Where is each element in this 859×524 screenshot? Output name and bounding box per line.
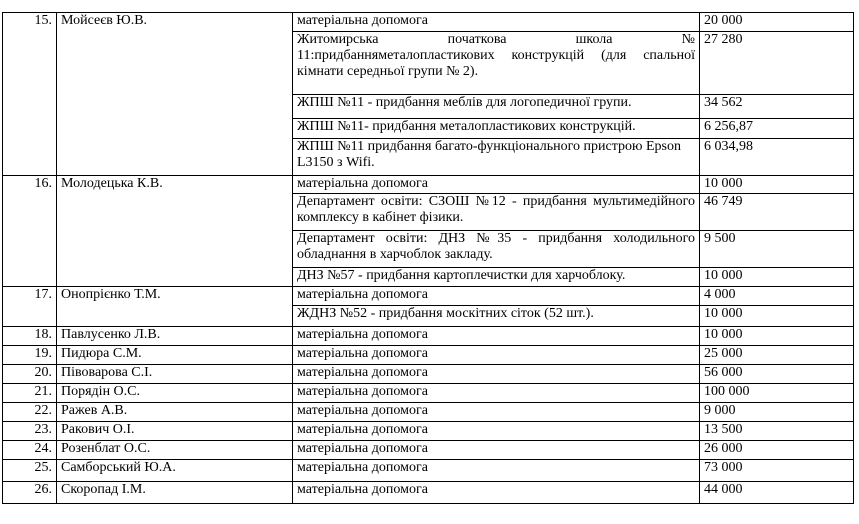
person-name: Порядін О.С. bbox=[57, 384, 293, 403]
purpose-cell: ЖПШ №11 придбання багато-функціонального пристрою Epson L3150 з Wifi. bbox=[293, 139, 700, 176]
amount-cell: 10 000 bbox=[700, 268, 854, 287]
table-row bbox=[3, 346, 854, 365]
person-name: Розенблат О.С. bbox=[57, 441, 293, 460]
purpose-cell: матеріальна допомога bbox=[293, 482, 700, 504]
table-row bbox=[3, 287, 854, 306]
amount-cell: 10 000 bbox=[700, 327, 854, 346]
person-name: Молодецька К.В. bbox=[57, 176, 293, 287]
amount-cell: 34 562 bbox=[700, 95, 854, 119]
purpose-cell: матеріальна допомога bbox=[293, 460, 700, 482]
table-row bbox=[3, 384, 854, 403]
table-row bbox=[3, 327, 854, 346]
row-number: 26. bbox=[3, 482, 57, 504]
purpose-cell: матеріальна допомога bbox=[293, 327, 700, 346]
table-body bbox=[3, 13, 854, 504]
purpose-cell: матеріальна допомога bbox=[293, 176, 700, 194]
person-name: Онопрієнко Т.М. bbox=[57, 287, 293, 327]
row-number: 19. bbox=[3, 346, 57, 365]
amount-cell: 44 000 bbox=[700, 482, 854, 504]
amount-cell: 9 000 bbox=[700, 403, 854, 422]
person-name: Павлусенко Л.В. bbox=[57, 327, 293, 346]
amount-cell: 20 000 bbox=[700, 13, 854, 32]
purpose-cell: матеріальна допомога bbox=[293, 422, 700, 441]
amount-cell: 13 500 bbox=[700, 422, 854, 441]
amount-cell: 4 000 bbox=[700, 287, 854, 306]
purpose-cell: ЖПШ №11 - придбання меблів для логопедичної групи. bbox=[293, 95, 700, 119]
table-row bbox=[3, 482, 854, 504]
amount-cell: 25 000 bbox=[700, 346, 854, 365]
purpose-cell: матеріальна допомога bbox=[293, 287, 700, 306]
table-row bbox=[3, 403, 854, 422]
row-number: 15. bbox=[3, 13, 57, 176]
amount-cell: 9 500 bbox=[700, 231, 854, 268]
row-number: 17. bbox=[3, 287, 57, 327]
purpose-cell: Житомирська початкова школа № 11:придбанняметалопластикових конструкцій (для спальної кімнати середньої групи № 2). bbox=[293, 32, 700, 95]
amount-cell: 26 000 bbox=[700, 441, 854, 460]
table-row bbox=[3, 460, 854, 482]
amount-cell: 6 034,98 bbox=[700, 139, 854, 176]
table-row bbox=[3, 365, 854, 384]
amount-cell: 73 000 bbox=[700, 460, 854, 482]
amount-cell: 56 000 bbox=[700, 365, 854, 384]
person-name: Ракович О.І. bbox=[57, 422, 293, 441]
person-name: Ражев А.В. bbox=[57, 403, 293, 422]
row-number: 25. bbox=[3, 460, 57, 482]
row-number: 24. bbox=[3, 441, 57, 460]
purpose-cell: Департамент освіти: СЗОШ №12 - придбання мультимедійного комплексу в кабінет фізики. bbox=[293, 194, 700, 231]
purpose-cell: матеріальна допомога bbox=[293, 365, 700, 384]
amount-cell: 10 000 bbox=[700, 176, 854, 194]
table-row bbox=[3, 441, 854, 460]
person-name: Мойсеєв Ю.В. bbox=[57, 13, 293, 176]
purpose-cell: матеріальна допомога bbox=[293, 346, 700, 365]
purpose-cell: ЖДНЗ №52 - придбання москітних сіток (52 шт.). bbox=[293, 306, 700, 327]
row-number: 21. bbox=[3, 384, 57, 403]
purpose-cell: ЖПШ №11- придбання металопластикових конструкцій. bbox=[293, 119, 700, 139]
row-number: 23. bbox=[3, 422, 57, 441]
person-name: Самборський Ю.А. bbox=[57, 460, 293, 482]
person-name: Скоропад І.М. bbox=[57, 482, 293, 504]
row-number: 20. bbox=[3, 365, 57, 384]
purpose-cell: матеріальна допомога bbox=[293, 384, 700, 403]
person-name: Півоварова С.І. bbox=[57, 365, 293, 384]
purpose-cell: ДНЗ №57 - придбання картоплечистки для харчоблоку. bbox=[293, 268, 700, 287]
amount-cell: 46 749 bbox=[700, 194, 854, 231]
purpose-cell: матеріальна допомога bbox=[293, 441, 700, 460]
person-name: Пидюра С.М. bbox=[57, 346, 293, 365]
row-number: 16. bbox=[3, 176, 57, 287]
amount-cell: 100 000 bbox=[700, 384, 854, 403]
purpose-cell: Департамент освіти: ДНЗ №35 - придбання холодильного обладнання в харчоблок закладу. bbox=[293, 231, 700, 268]
table-row bbox=[3, 176, 854, 194]
amount-cell: 6 256,87 bbox=[700, 119, 854, 139]
table-row bbox=[3, 13, 854, 32]
purpose-cell: матеріальна допомога bbox=[293, 13, 700, 32]
purpose-cell: матеріальна допомога bbox=[293, 403, 700, 422]
table-row bbox=[3, 422, 854, 441]
amount-cell: 10 000 bbox=[700, 306, 854, 327]
row-number: 18. bbox=[3, 327, 57, 346]
row-number: 22. bbox=[3, 403, 57, 422]
amount-cell: 27 280 bbox=[700, 32, 854, 95]
allocation-table bbox=[2, 12, 854, 504]
